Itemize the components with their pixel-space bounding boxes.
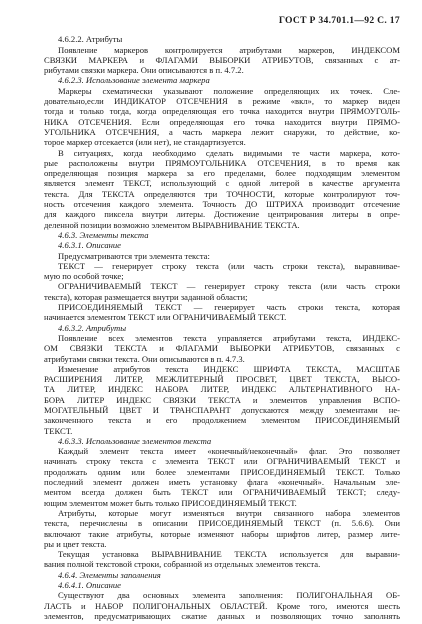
section-heading: 4.6.2.2. Атрибуты <box>58 34 123 45</box>
paragraph-line: МОГАТЕЛЬНЫЙ ЦВЕТ И ТРАНСПАРАНТ допускаются между элементами не- <box>44 404 400 415</box>
paragraph-line: ность отсечения каждого элемента. Точность ДО ШТРИХА производит отсечение <box>44 199 400 210</box>
section-heading: 4.6.4.1. Описание <box>58 580 121 591</box>
paragraph-line: ры и цвет текста. <box>44 538 107 549</box>
paragraph-line: Текущая установка ВЫРАВНИВАНИЕ ТЕКСТА используется для выравни- <box>58 549 400 560</box>
paragraph-line: ТА ЛИТЕР, ИНДЕКС НАБОРА ЛИТЕР, ИНДЕКС АЛЬТЕРНАТИВНОГО НА- <box>44 384 400 395</box>
paragraph-line: Изменение атрибутов текста ИНДЕКС ШРИФТА ТЕКСТА, МАСШТАБ <box>58 363 400 374</box>
paragraph-line: Появление всех элементов текста управляется атрибутами текста, ИНДЕКС- <box>58 332 400 343</box>
paragraph-line: включают такие атрибуты, которые изменяют наборы шрифтов литер, размер лите- <box>44 528 400 539</box>
paragraph-line: СВЯЗКИ МАРКЕРА и ФЛАГАМИ ВЫБОРКИ АТРИБУТОВ, связанных с ат- <box>44 54 400 65</box>
paragraph-line: продолжать одним или более элементами ПРИСОЕДИНЯЕМЫЙ ТЕКСТ. Только <box>44 466 400 477</box>
paragraph-line: ОГРАНИЧИВАЕМЫЙ ТЕКСТ — генерирует строку текста (или часть строки <box>58 281 400 292</box>
paragraph-line: Маркеры схематически указывают положение определяющих их точек. Сле- <box>58 85 400 96</box>
paragraph-line: рые расположены внутри ПРЯМОУГОЛЬНИКА ОТСЕЧЕНИЯ, в то время как <box>44 157 400 168</box>
paragraph-line: текста, перечислены в описании ПРИСОЕДИНЯЕМЫЙ ТЕКСТ (п. 5.6.6). Они <box>44 518 400 529</box>
paragraph-line: ющим элементом может быть только ПРИСОЕДИНЯЕМЫЙ ТЕКСТ. <box>44 497 297 508</box>
paragraph-line: атрибутами связки текста. Они описываются в п. 4.7.3. <box>44 353 245 364</box>
paragraph-line: ТЕКСТ. <box>44 425 73 436</box>
paragraph-line: определяющая позиция маркера за его пределами, более подходящим элементом <box>44 168 400 179</box>
paragraph-line: Существуют два основных элемента заполнения: ПОЛИГОНАЛЬНАЯ ОБ- <box>58 590 400 601</box>
paragraph-line: последний элемент должен иметь установку флага «конечный». Начальным эле- <box>44 477 400 488</box>
paragraph-line: НИКА ОТСЕЧЕНИЯ. Если определяющая его точка находится внутри ПРЯМО- <box>44 116 400 127</box>
paragraph-line: ТЕКСТ — генерирует строку текста (или часть строки текста), выравнивае- <box>58 260 400 271</box>
section-heading: 4.6.3.3. Использование элементов текста <box>58 435 212 446</box>
paragraph-line: деленной позиции возможно элементом ВЫРАВНИВАНИЕ ТЕКСТА. <box>44 219 300 230</box>
paragraph-line: начинается элементом ТЕКСТ или ОГРАНИЧИВАЕМЫЙ ТЕКСТ. <box>44 312 287 323</box>
paragraph-line: В ситуациях, когда необходимо сделать видимыми те части маркера, кото- <box>58 147 400 158</box>
section-heading: 4.6.4. Элементы заполнения <box>58 569 161 580</box>
page-header: ГОСТ Р 34.701.1—92 С. 17 <box>278 15 400 26</box>
paragraph-line: Атрибуты, которые могут изменяться внутри связанного набора элементов <box>58 507 400 518</box>
paragraph-line: ЛАСТЬ и НАБОР ПОЛИГОНАЛЬНЫХ ОБЛАСТЕЙ. Кроме того, имеются шесть <box>44 600 400 611</box>
paragraph-line: начинать строку текста с элемента ТЕКСТ или ОГРАНИЧИВАЕМЫЙ ТЕКСТ и <box>44 456 400 467</box>
section-heading: 4.6.3.2. Атрибуты <box>58 322 127 333</box>
paragraph-line: РАСШИРЕНИЯ ЛИТЕР, МЕЖЛИТЕРНЫЙ ПРОСВЕТ, ЦВЕТ ТЕКСТА, ВЫСО- <box>44 374 400 385</box>
paragraph-line: текста. Для ТЕКСТА определяются три ТОЧНОСТИ, которые контролируют точ- <box>44 188 400 199</box>
paragraph-line: УГОЛЬНИКА ОТСЕЧЕНИЯ, а часть маркера лежит снаружи, то действие, ко- <box>44 126 400 137</box>
paragraph-line: текста), которая размещается внутри заданной области; <box>44 291 248 302</box>
paragraph-line: законченного текста и его продолжением элементом ПРИСОЕДИНЯЕМЫЙ <box>44 415 400 426</box>
section-heading: 4.6.2.3. Использование элемента маркера <box>58 75 210 86</box>
paragraph-line: Предусматриваются три элемента текста: <box>58 250 210 261</box>
paragraph-line: рибутами связки маркера. Они описываются в п. 4.7.2. <box>44 65 244 76</box>
paragraph-line: мую по особой точке; <box>44 271 124 282</box>
paragraph-line: ОМ СВЯЗКИ ТЕКСТА и ФЛАГАМИ ВЫБОРКИ АТРИБУТОВ, связанных с <box>44 343 400 354</box>
paragraph-line: вания полной текстовой строки, собранной из отдельных элементов текста. <box>44 559 321 570</box>
paragraph-line: БОРА ЛИТЕР ИНДЕКС СВЯЗКИ ТЕКСТА и элементов управления ВСПО- <box>44 394 400 405</box>
paragraph-line: ПРИСОЕДИНЯЕМЫЙ ТЕКСТ — генерирует часть строки текста, которая <box>58 302 400 313</box>
paragraph-line: довательно,если ИНДИКАТОР ОТСЕЧЕНИЯ в режиме «вкл», то маркер виден <box>44 96 400 107</box>
paragraph-line: торое маркер отсекается (или нет), не стандартизуется. <box>44 137 246 148</box>
paragraph-line: для каждого пиксела внутри литеры. Достижение центрирования литеры в опре- <box>44 209 400 220</box>
paragraph-line: является элемент ТЕКСТ, использующий с одной литерой в качестве аргумента <box>44 178 400 189</box>
paragraph-line: Появление маркеров контролируется атрибутами маркеров, ИНДЕКСОМ <box>58 44 400 55</box>
paragraph-line: ментом всегда должен быть ТЕКСТ или ОГРАНИЧИВАЕМЫЙ ТЕКСТ; следу- <box>44 487 400 498</box>
paragraph-line: Каждый элемент текста имеет «конечный/неконечный» флаг. Это позволяет <box>58 446 400 457</box>
section-heading: 4.6.3. Элементы текста <box>58 229 149 240</box>
section-heading: 4.6.3.1. Описание <box>58 240 121 251</box>
paragraph-line: элементов, предусматривающих сжатие данных и позволяющих точно заполнять <box>44 610 400 621</box>
paragraph-line: тогда и только тогда, когда определяющая его точка находится внутри ПРЯМОУГОЛЬ- <box>44 106 400 117</box>
